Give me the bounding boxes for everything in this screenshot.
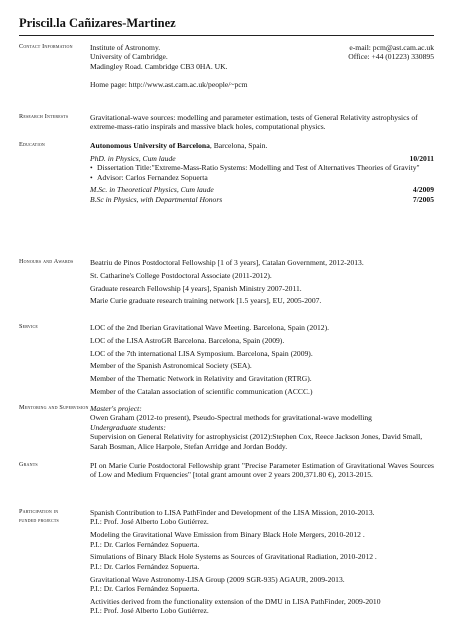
homepage-link[interactable]: Home page: http://www.ast.cam.ac.uk/people/~pcm [90, 80, 248, 90]
msc-date: 4/2009 [412, 185, 434, 195]
mentoring-body [90, 404, 434, 451]
bsc-title: B.Sc in Physics, with Departmental Honors [90, 194, 223, 204]
honours-body [90, 258, 434, 306]
address-line: Institute of Astronomy. [90, 43, 161, 52]
email-text: e-mail: pcm@ast.cam.ac.uk [349, 43, 434, 52]
institution-location: , Barcelona, Spain. [209, 141, 268, 150]
project-pi: P.I.: Dr. Carlos Fernández Sopuerta. [90, 539, 200, 549]
bsc-date: 7/2005 [412, 194, 434, 204]
projects-body [90, 508, 434, 616]
project-title: Modeling the Gravitational Wave Emission from Binary Black Hole Mergers, 2010-2012 . [90, 530, 365, 540]
undergrad-text: Supervision on General Relativity for astrophysicist (2012):Stephen Cox, Reece Jackson Jones, David Small, Sarah Bosman, Alice Harpole, Stefan Arridge and Jordan Boddy. [90, 432, 423, 451]
service-item: Member of the Catalan association of scientific communication (ACCC.) [90, 386, 313, 396]
project-pi: P.I.: Prof. José Alberto Lobo Gutiérrez. [90, 517, 209, 527]
honour-item: Beatriu de Pinos Postdoctoral Fellowship [1 of 3 years], Catalan Government, 2012-2013. [90, 258, 364, 267]
service-item: LOC of the 2nd Iberian Gravitational Wave Meeting. Barcelona, Spain (2012). [90, 323, 330, 332]
section-label-projects: Participation in funded projects [19, 508, 59, 524]
degree-phd [90, 154, 434, 163]
master-heading: Master's project: [90, 404, 142, 413]
dissertation-title: • Dissertation Title:"Extreme-Mass-Ratio Systems: Modelling and Test of Alternatives Theories of Gravity" [90, 163, 434, 172]
msc-honor: Cum laude [180, 185, 214, 195]
section-label-service: Service [19, 323, 38, 330]
contact-row-1 [90, 43, 434, 52]
advisor: • Advisor: Carlos Fernandez Sopuerta [90, 173, 434, 182]
address-line: University of Cambridge. [90, 52, 168, 62]
contact-row-2 [90, 52, 434, 61]
project-title: Spanish Contribution to LISA PathFinder and Development of the LISA Mission, 2010-2013. [90, 508, 375, 517]
education-institution [90, 141, 434, 150]
undergrad-heading: Undergraduate students: [90, 422, 166, 432]
education-body [90, 141, 434, 204]
institution-name: Autonomous University of Barcelona [90, 141, 210, 150]
section-label-honours: Honours and Awards [19, 258, 74, 265]
section-label-research: Research Interests [19, 113, 69, 120]
section-label-contact: Contact Information [19, 43, 73, 50]
service-item: LOC of the 7th international LISA Symposium. Barcelona, Spain (2009). [90, 348, 313, 358]
service-item: Member of the Spanish Astronomical Society (SEA). [90, 361, 252, 371]
cv-name: Priscil.la Cañizares-Martinez [19, 16, 176, 30]
service-item: LOC of the LISA AstroGR Barcelona. Barcelona, Spain (2009). [90, 335, 285, 345]
honour-item: Graduate research Fellowship [4 years], Spanish Ministry 2007-2011. [90, 283, 302, 293]
office-phone: Office: +44 (01223) 330895 [348, 52, 434, 62]
header-rule [19, 35, 434, 36]
phd-date: 10/2011 [409, 153, 434, 163]
section-label-grants: Grants [19, 461, 38, 468]
degree-msc [90, 185, 434, 194]
phd-title: PhD. in Physics, [90, 153, 141, 163]
address-line: Madingley Road. Cambridge CB3 0HA. UK. [90, 61, 228, 71]
honour-item: St. Catharine's College Postdoctoral Associate (2011-2012). [90, 270, 272, 280]
project-pi: P.I.: Dr. Carlos Fernández Sopuerta. [90, 584, 200, 594]
phd-honor: Cum laude [142, 153, 176, 163]
contact-body [90, 43, 434, 90]
project-pi: P.I.: Dr. Carlos Fernández Sopuerta. [90, 561, 200, 571]
project-title: Simulations of Binary Black Hole Systems as Sources of Gravitational Radiation, 2010-2012 . [90, 552, 377, 562]
research-text: Gravitational-wave sources: modelling and parameter estimation, tests of General Relativity astrophysics of extreme-mass-ratio inspirals and massive black holes, computational physics. [90, 113, 418, 132]
service-body [90, 323, 434, 396]
grants-text: PI on Marie Curie Postdoctoral Fellowship grant "Precise Parameter Estimation of Gravitational Waves Sources of Low and Medium Frquencies" [total grant amount over 2 years 200,371.80 €), 2013-2015. [90, 461, 434, 480]
msc-title: M.Sc. in Theoretical Physics, [90, 185, 179, 195]
project-pi: P.I.: Prof. José Alberto Lobo Gutiérrez. [90, 606, 209, 616]
section-label-education: Education [19, 141, 46, 148]
honour-item: Marie Curie graduate research training network [1.5 years], EU, 2005-2007. [90, 296, 322, 306]
section-label-mentoring: Mentoring and Supervision [19, 404, 89, 411]
project-title: Gravitational Wave Astronomy-LISA Group (2009 SGR-935) AGAUR, 2009-2013. [90, 574, 345, 584]
service-item: Member of the Thematic Network in Relativity and Gravitation (RTRG). [90, 374, 312, 384]
master-text: Owen Graham (2012-to present), Pseudo-Spectral methods for gravitational-wave modelling [90, 413, 372, 423]
degree-bsc [90, 195, 434, 204]
project-title: Activities derived from the functionality extension of the DMU in LISA PathFinder, 2009-2010 [90, 596, 381, 606]
